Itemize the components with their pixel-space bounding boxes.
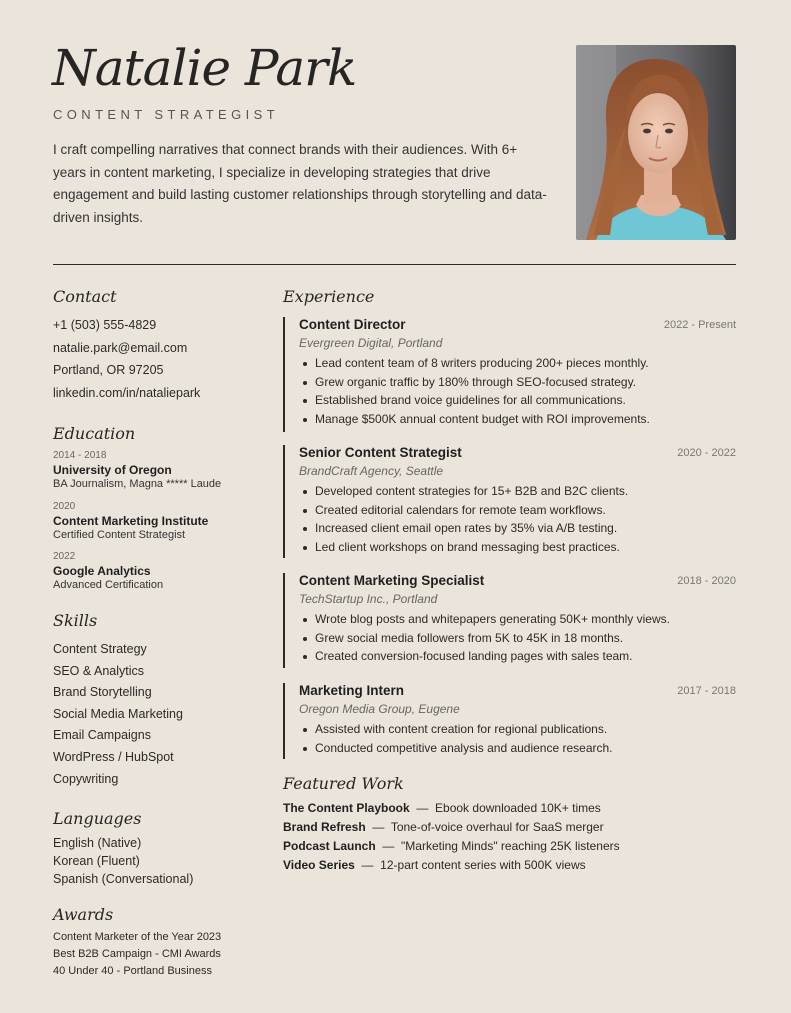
contact-email[interactable]: natalie.park@email.com	[53, 341, 188, 355]
education-school: Content Marketing Institute	[53, 514, 209, 528]
job-bullet-list	[299, 722, 613, 759]
featured-work-name: Podcast Launch	[283, 839, 376, 853]
contact-linkedin[interactable]: linkedin.com/in/nataliepark	[53, 386, 201, 400]
job-company: Oregon Media Group, Eugene	[299, 702, 460, 716]
job-dates: 2018 - 2020	[677, 575, 736, 587]
job-bullet: Grew social media followers from 5K to 45K in 18 months.	[299, 631, 670, 650]
job-role: Content Director	[299, 317, 406, 332]
contact-phone[interactable]: +1 (503) 555-4829	[53, 318, 157, 332]
award-item: Best B2B Campaign - CMI Awards	[53, 948, 221, 960]
education-detail: Certified Content Strategist	[53, 529, 186, 541]
skills-heading: Skills	[53, 611, 98, 630]
featured-work-desc: Tone-of-voice overhaul for SaaS merger	[390, 820, 604, 834]
featured-work-heading: Featured Work	[283, 774, 404, 793]
job-title-subheading: CONTENT STRATEGIST	[53, 107, 280, 122]
job-dates: 2020 - 2022	[677, 447, 736, 459]
experience-entry	[283, 683, 736, 759]
featured-work-separator: —	[372, 820, 385, 834]
job-bullet: Grew organic traffic by 180% through SEO-focused strategy.	[299, 375, 650, 394]
job-bullet: Manage $500K annual content budget with ROI improvements.	[299, 412, 650, 431]
skill-item: Social Media Marketing	[53, 707, 183, 721]
job-bullet: Wrote blog posts and whitepapers generating 50K+ monthly views.	[299, 612, 670, 631]
skill-item: SEO & Analytics	[53, 664, 145, 678]
education-school: University of Oregon	[53, 463, 172, 477]
job-bullet: Lead content team of 8 writers producing 200+ pieces monthly.	[299, 356, 650, 375]
job-company: TechStartup Inc., Portland	[299, 592, 438, 606]
skill-item: Email Campaigns	[53, 728, 151, 742]
header-divider	[53, 264, 736, 265]
featured-work-name: Video Series	[283, 858, 355, 872]
featured-work-item	[283, 858, 586, 872]
featured-work-name: The Content Playbook	[283, 801, 410, 815]
job-bullet: Increased client email open rates by 35% via A/B testing.	[299, 521, 628, 540]
featured-work-item	[283, 820, 604, 834]
featured-work-separator: —	[361, 858, 374, 872]
job-bullet: Established brand voice guidelines for all communications.	[299, 393, 650, 412]
skill-item: Brand Storytelling	[53, 685, 152, 699]
job-bullet: Conducted competitive analysis and audience research.	[299, 741, 613, 760]
summary-paragraph: I craft compelling narratives that connect brands with their audiences. With 6+ years in content marketing, I specialize in developing strategies that drive engagement and build lasting customer relationships through storytelling and data-driven insights.	[53, 142, 547, 225]
portrait-image	[576, 45, 736, 240]
education-detail: BA Journalism, Magna ***** Laude	[53, 478, 222, 490]
job-bullet: Created editorial calendars for remote team workflows.	[299, 503, 628, 522]
job-bullet: Developed content strategies for 15+ B2B and B2C clients.	[299, 484, 628, 503]
awards-heading: Awards	[53, 905, 114, 924]
job-company: BrandCraft Agency, Seattle	[299, 464, 444, 478]
education-years: 2020	[53, 501, 76, 512]
featured-work-name: Brand Refresh	[283, 820, 366, 834]
job-bullet-list	[299, 484, 628, 559]
award-item: 40 Under 40 - Portland Business	[53, 965, 212, 977]
job-role: Marketing Intern	[299, 683, 405, 698]
featured-work-desc: "Marketing Minds" reaching 25K listeners	[401, 839, 620, 853]
skill-item: Copywriting	[53, 772, 119, 786]
experience-heading: Experience	[283, 287, 375, 306]
award-item: Content Marketer of the Year 2023	[53, 931, 222, 943]
skill-item: Content Strategy	[53, 642, 147, 656]
skill-item: WordPress / HubSpot	[53, 750, 174, 764]
experience-entry	[283, 317, 736, 432]
job-bullet: Assisted with content creation for regional publications.	[299, 722, 613, 741]
languages-heading: Languages	[53, 809, 142, 828]
education-detail: Advanced Certification	[53, 579, 164, 591]
featured-work-separator: —	[382, 839, 395, 853]
education-heading: Education	[53, 424, 136, 443]
featured-work-desc: Ebook downloaded 10K+ times	[435, 801, 601, 815]
job-dates: 2017 - 2018	[677, 685, 736, 697]
job-bullet: Led client workshops on brand messaging best practices.	[299, 540, 628, 559]
job-bullet: Created conversion-focused landing pages with sales team.	[299, 649, 670, 668]
profile-photo	[576, 45, 736, 240]
job-role: Senior Content Strategist	[299, 445, 462, 460]
job-role: Content Marketing Specialist	[299, 573, 485, 588]
education-years: 2014 - 2018	[53, 450, 107, 461]
experience-entry	[283, 573, 736, 668]
language-item: Spanish (Conversational)	[53, 872, 194, 886]
education-school: Google Analytics	[53, 564, 151, 578]
language-item: Korean (Fluent)	[53, 854, 140, 868]
featured-work-item	[283, 801, 601, 815]
education-years: 2022	[53, 551, 76, 562]
featured-work-desc: 12-part content series with 500K views	[380, 858, 586, 872]
featured-work-separator: —	[416, 801, 429, 815]
job-bullet-list	[299, 612, 670, 668]
language-item: English (Native)	[53, 836, 142, 850]
contact-location: Portland, OR 97205	[53, 363, 164, 377]
name-heading: Natalie Park	[52, 39, 357, 97]
featured-work-item	[283, 839, 620, 853]
job-company: Evergreen Digital, Portland	[299, 336, 443, 350]
experience-entry	[283, 445, 736, 558]
job-bullet-list	[299, 356, 650, 431]
job-dates: 2022 - Present	[663, 319, 736, 331]
contact-heading: Contact	[53, 287, 117, 306]
